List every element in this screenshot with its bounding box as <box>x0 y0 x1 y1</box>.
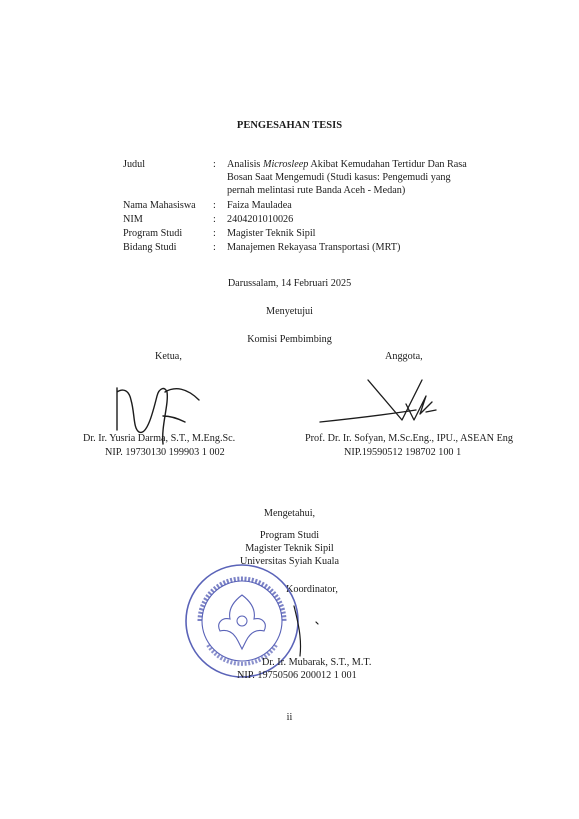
prodi-line-2: Magister Teknik Sipil <box>245 543 334 554</box>
anggota-role: Anggota, <box>385 351 423 362</box>
ketua-nip: NIP. 19730130 199903 1 002 <box>105 447 225 458</box>
koordinator-nip: NIP. 19750506 200012 1 001 <box>237 670 357 681</box>
koordinator-signature-icon <box>280 600 340 662</box>
field-colon: : <box>213 228 216 239</box>
field-value-line: Bosan Saat Mengemudi (Studi kasus: Pengemudi yang <box>227 172 451 183</box>
field-label: Nama Mahasiswa <box>123 200 196 211</box>
koordinator-role: Koordinator, <box>286 584 338 595</box>
field-colon: : <box>213 214 216 225</box>
field-label: Judul <box>123 159 146 170</box>
field-value: Manajemen Rekayasa Transportasi (MRT) <box>227 242 401 253</box>
page-number: ii <box>286 712 293 723</box>
field-value: Faiza Mauladea <box>227 200 292 211</box>
prodi-line-3: Universitas Syiah Kuala <box>239 556 340 567</box>
document-title: PENGESAHAN TESIS <box>236 120 343 131</box>
komisi-label: Komisi Pembimbing <box>247 334 332 345</box>
field-label: Bidang Studi <box>123 242 177 253</box>
place-date: Darussalam, 14 Februari 2025 <box>227 278 352 289</box>
menyetujui-label: Menyetujui <box>266 306 313 317</box>
field-value: Magister Teknik Sipil <box>227 228 316 239</box>
prodi-line-1: Program Studi <box>259 530 320 541</box>
field-colon: : <box>213 159 216 170</box>
field-colon: : <box>213 200 216 211</box>
field-value: 2404201010026 <box>227 214 294 225</box>
anggota-name: Prof. Dr. Ir. Sofyan, M.Sc.Eng., IPU., ASEAN Eng <box>305 433 513 444</box>
field-value-line: Analisis Microsleep Akibat Kemudahan Tertidur Dan Rasa <box>227 159 467 170</box>
mengetahui-label: Mengetahui, <box>263 508 316 519</box>
anggota-nip: NIP.19590512 198702 100 1 <box>344 447 462 458</box>
koordinator-name: Dr. Ir. Mubarak, S.T., M.T. <box>262 657 372 668</box>
ketua-name: Dr. Ir. Yusria Darma, S.T., M.Eng.Sc. <box>83 433 236 444</box>
field-colon: : <box>213 242 216 253</box>
field-label: Program Studi <box>123 228 183 239</box>
field-value-line: pernah melintasi rute Banda Aceh - Medan) <box>227 185 406 196</box>
field-label: NIM <box>123 214 143 225</box>
italic-term: Microsleep <box>262 159 309 170</box>
ketua-role: Ketua, <box>155 351 182 362</box>
anggota-signature-icon <box>318 374 448 434</box>
